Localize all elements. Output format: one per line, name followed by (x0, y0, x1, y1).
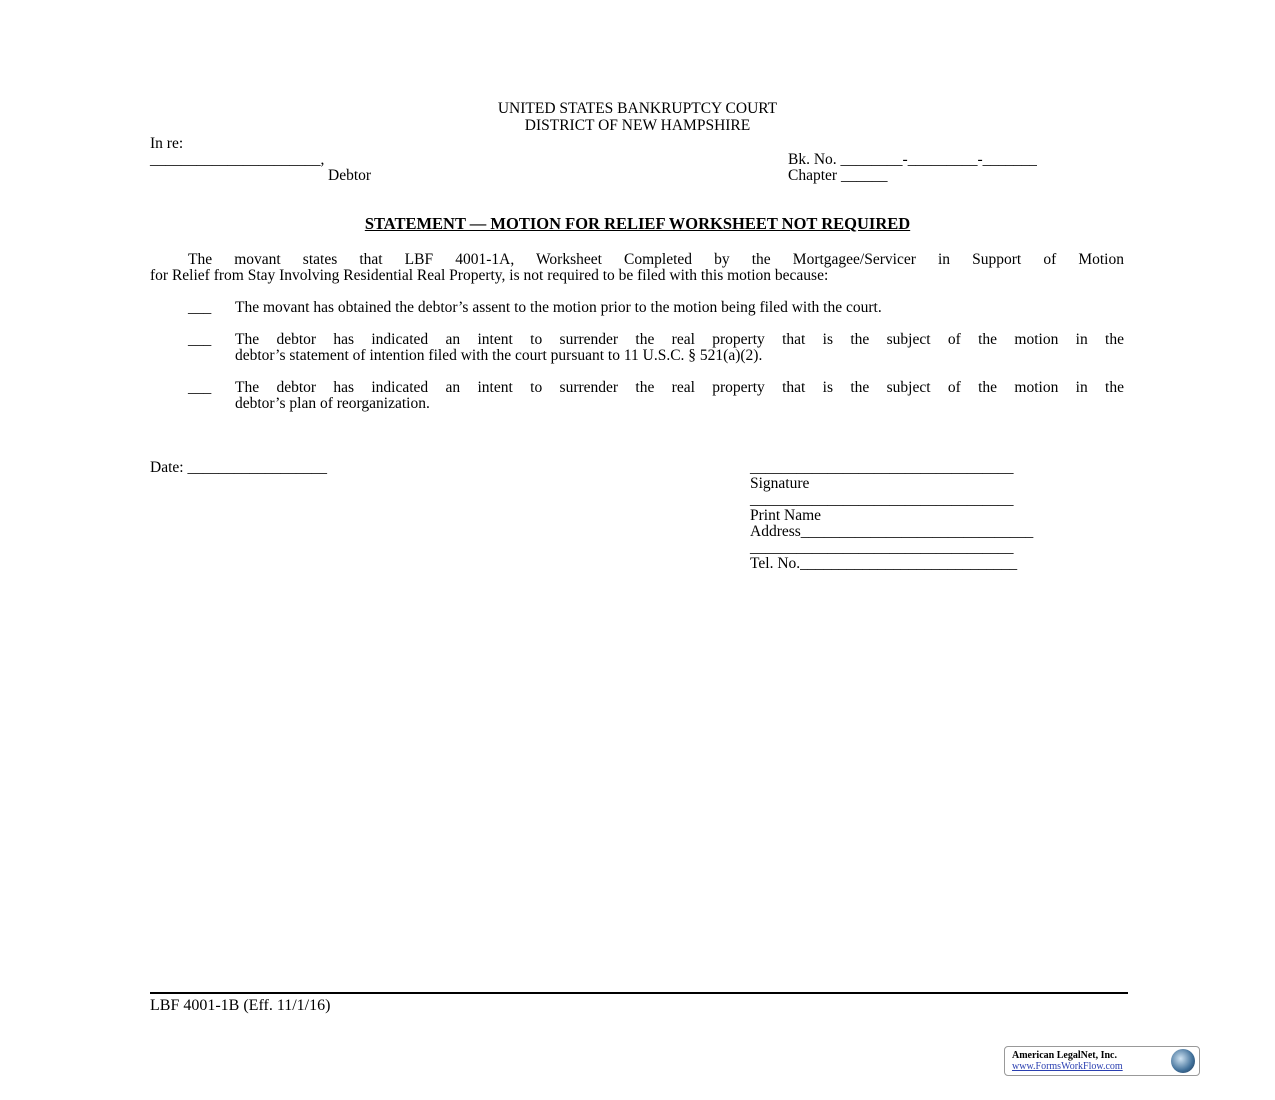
district-name: DISTRICT OF NEW HAMPSHIRE (524, 117, 751, 134)
footer-divider (150, 992, 1128, 994)
option-text: debtor’s plan of reorganization. (235, 395, 430, 412)
option-text: The debtor has indicated an intent to surrender the real property that is the subject of the motion in the (235, 331, 1124, 348)
option-text: The movant has obtained the debtor’s assent to the motion prior to the motion being filed with the court. (235, 299, 882, 316)
document-title: STATEMENT — MOTION FOR RELIEF WORKSHEET NOT REQUIRED (364, 214, 911, 233)
date-field[interactable]: Date: __________________ (150, 459, 327, 476)
debtor-label: Debtor (328, 167, 372, 184)
intro-line-2: for Relief from Stay Involving Residential Real Property, is not required to be filed with this motion because: (150, 267, 829, 284)
print-name-label: Print Name (750, 507, 822, 524)
debtor-name-field[interactable]: ______________________, (150, 151, 325, 168)
tel-field[interactable]: Tel. No.____________________________ (750, 555, 1018, 572)
american-legalnet-logo[interactable] (1004, 1046, 1200, 1076)
print-name-field[interactable]: __________________________________ (750, 491, 1014, 508)
option-text: debtor’s statement of intention filed with the court pursuant to 11 U.S.C. § 521(a)(2). (235, 347, 763, 364)
bk-no-field[interactable]: Bk. No. ________-_________-_______ (788, 151, 1037, 168)
chapter-field[interactable]: Chapter ______ (788, 167, 888, 184)
globe-icon (1171, 1049, 1195, 1073)
address-field[interactable]: Address______________________________ (750, 523, 1034, 540)
signature-label: Signature (750, 475, 810, 492)
court-name: UNITED STATES BANKRUPTCY COURT (497, 100, 778, 117)
signature-field[interactable]: __________________________________ (750, 459, 1014, 476)
form-id: LBF 4001-1B (Eff. 11/1/16) (150, 997, 331, 1014)
logo-company-name: American LegalNet, Inc. (1012, 1050, 1117, 1061)
option-checkbox-blank[interactable]: ___ (188, 299, 212, 316)
logo-url-link[interactable]: www.FormsWorkFlow.com (1012, 1061, 1123, 1072)
option-checkbox-blank[interactable]: ___ (188, 379, 212, 396)
option-checkbox-blank[interactable]: ___ (188, 331, 212, 348)
option-text: The debtor has indicated an intent to surrender the real property that is the subject of the motion in the (235, 379, 1124, 396)
in-re-label: In re: (150, 135, 184, 152)
address-field-line-2[interactable]: __________________________________ (750, 539, 1014, 556)
intro-line-1: The movant states that LBF 4001-1A, Worksheet Completed by the Mortgagee/Servicer in Support of Motion (188, 251, 1124, 268)
